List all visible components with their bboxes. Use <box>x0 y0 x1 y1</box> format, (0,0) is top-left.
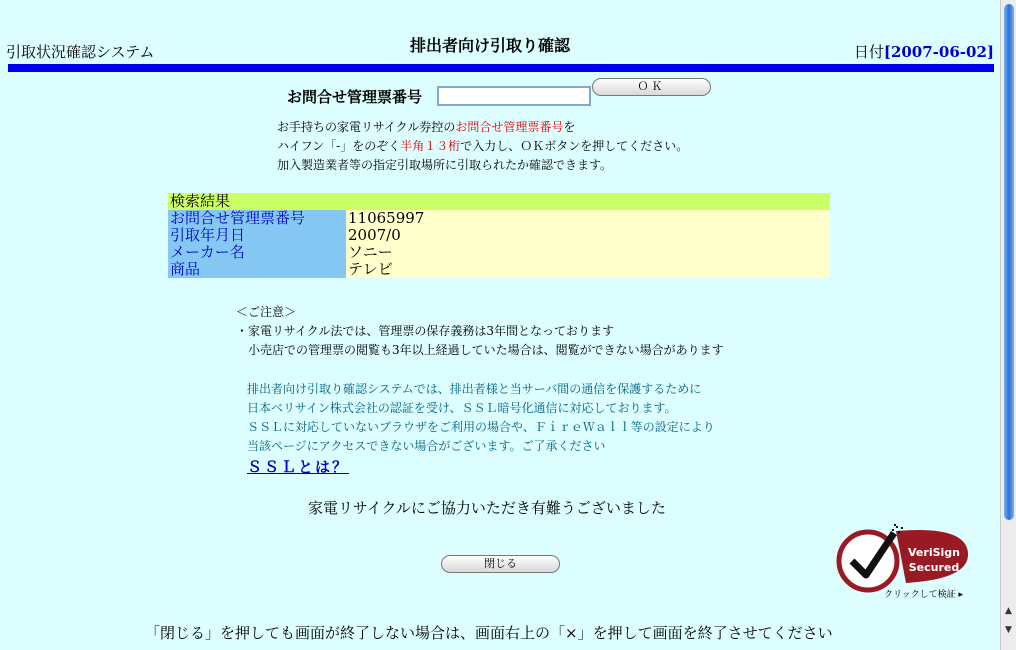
instructions <box>277 118 688 175</box>
notice-line-2: 小売店での管理票の閲覧も3年以上経過していた場合は、閲覧ができない場合があります <box>236 343 724 357</box>
thanks-message: 家電リサイクルにご協力いただき有難うございました <box>308 499 666 517</box>
instruction-text: お手持ちの家電リサイクル券控の <box>277 120 456 134</box>
date-open-bracket: [ <box>883 43 891 61</box>
instruction-line-1 <box>277 118 688 137</box>
result-label: お問合せ管理票番号 <box>168 210 346 227</box>
ssl-info-line-1: 排出者向け引取り確認システムでは、排出者様と当サーバ間の通信を保護するために <box>247 382 702 396</box>
result-label: 商品 <box>168 261 346 278</box>
notice-title: ＜ご注意＞ <box>236 305 297 319</box>
result-value: 2007/0 <box>346 227 830 244</box>
badge-line-1: VeriSign <box>908 546 960 559</box>
ssl-info <box>247 380 715 456</box>
date-close-bracket: ] <box>986 43 994 61</box>
ssl-about-link[interactable]: ＳＳＬとは？ <box>247 458 350 476</box>
page-title: 排出者向け引取り確認 <box>410 36 571 55</box>
result-value: テレビ <box>346 261 830 278</box>
badge-line-2: Secured <box>908 561 960 574</box>
result-label: 引取年月日 <box>168 227 346 244</box>
results-header: 検索結果 <box>168 193 830 210</box>
date-label: 日付 <box>853 43 884 61</box>
table-row <box>168 210 830 227</box>
inquiry-number-label: お問合せ管理票番号 <box>287 88 423 106</box>
table-row <box>168 227 830 244</box>
date-value: 2007-06-02 <box>890 43 987 61</box>
footer-note: 「閉じる」を押しても画面が終了しない場合は、画面右上の「×」を押して画面を終了させてください <box>145 624 833 642</box>
ssl-info-line-4: 当該ページにアクセスできない場合がございます。ご了承ください <box>247 439 606 453</box>
instruction-highlight: お問合せ管理票番号 <box>455 120 564 134</box>
header-divider <box>8 64 994 72</box>
ok-button[interactable]: ＯＫ <box>592 78 711 96</box>
table-row <box>168 261 830 278</box>
instruction-highlight: 半角１３桁 <box>400 139 461 153</box>
instruction-text: ハイフン「-」をのぞく <box>277 139 401 153</box>
table-row <box>168 244 830 261</box>
ssl-info-line-3: ＳＳＬに対応していないブラウザをご利用の場合や、ＦｉｒｅＷａｌｌ等の設定により <box>247 420 715 434</box>
result-label: メーカー名 <box>168 244 346 261</box>
instruction-text: で入力し、ＯＫボタンを押してください。 <box>460 139 689 153</box>
result-value: 11065997 <box>346 210 830 227</box>
scrollbar-thumb[interactable] <box>1004 4 1014 520</box>
search-results-table <box>168 193 830 278</box>
date-display <box>854 41 994 62</box>
scroll-down-arrow-icon[interactable]: ▼ <box>1005 625 1012 635</box>
ssl-info-line-2: 日本ベリサイン株式会社の認証を受け、ＳＳＬ暗号化通信に対応しております。 <box>247 401 677 415</box>
result-value: ソニー <box>346 244 830 261</box>
close-button[interactable]: 閉じる <box>441 555 560 573</box>
instruction-line-2 <box>277 137 688 156</box>
instruction-line-3: 加入製造業者等の指定引取場所に引取られたか確認できます。 <box>277 158 613 172</box>
system-name: 引取状況確認システム <box>6 43 155 61</box>
scroll-up-arrow-icon[interactable]: ▲ <box>1005 606 1012 616</box>
inquiry-number-input[interactable] <box>437 86 591 106</box>
notice <box>236 303 724 360</box>
instruction-text: を <box>563 120 576 134</box>
notice-line-1: ・家電リサイクル法では、管理票の保存義務は3年間となっております <box>236 324 614 338</box>
badge-caption[interactable]: クリックして検証 ▸ <box>884 590 964 600</box>
